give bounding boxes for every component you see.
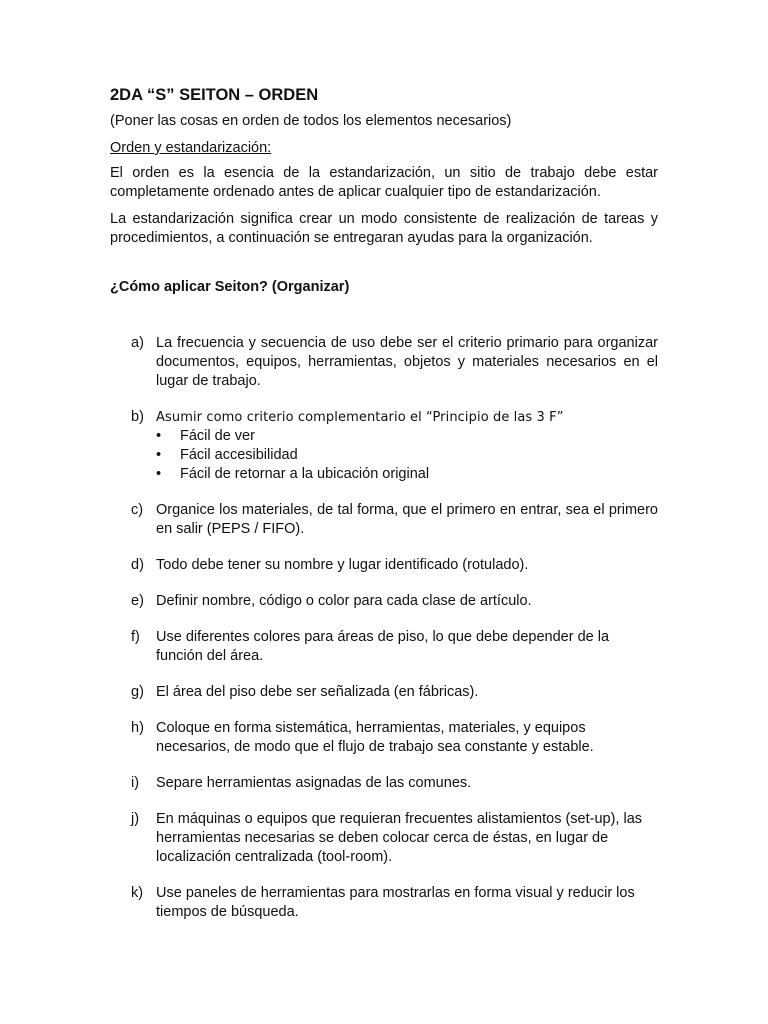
list-item-k bbox=[110, 884, 658, 922]
list-item-g bbox=[110, 683, 658, 702]
list-marker: e) bbox=[131, 593, 144, 609]
list-marker: j) bbox=[131, 811, 140, 827]
list-item-j bbox=[110, 810, 658, 867]
list-item-text: Separe herramientas asignadas de las comunes. bbox=[156, 775, 472, 791]
bullet-icon: • bbox=[156, 447, 162, 463]
list-marker: a) bbox=[131, 335, 144, 351]
list-item-a bbox=[110, 334, 658, 391]
list-item-text: Todo debe tener su nombre y lugar identificado (rotulado). bbox=[156, 557, 529, 573]
list-item-text: En máquinas o equipos que requieran frecuentes alistamientos (set-up), las herramientas necesarias se deben colocar cerca de éstas, en lugar de localización centralizada (tool-room). bbox=[156, 811, 643, 865]
list-marker: c) bbox=[131, 502, 144, 518]
list-item-i bbox=[110, 774, 658, 793]
bullet-item bbox=[156, 427, 658, 446]
bullet-text: Fácil accesibilidad bbox=[180, 447, 298, 463]
list-item-text: El área del piso debe ser señalizada (en fábricas). bbox=[156, 684, 479, 700]
list-item-d bbox=[110, 556, 658, 575]
bullet-item bbox=[156, 446, 658, 465]
bullet-text: Fácil de retornar a la ubicación original bbox=[180, 466, 430, 482]
list-marker: k) bbox=[131, 885, 144, 901]
list-item-c bbox=[110, 501, 658, 539]
list-item-text: Organice los materiales, de tal forma, que el primero en entrar, sea el primero en salir (PEPS / FIFO). bbox=[156, 502, 658, 537]
list-item-text: Definir nombre, código o color para cada clase de artículo. bbox=[156, 593, 532, 609]
list-item-text: Coloque en forma sistemática, herramientas, materiales, y equipos necesarios, de modo que el flujo de trabajo sea constante y estable. bbox=[156, 720, 594, 755]
document-content bbox=[110, 84, 658, 939]
criteria-list bbox=[110, 334, 658, 922]
paragraph-2: La estandarización significa crear un modo consistente de realización de tareas y procedimientos, a continuación se entregaran ayudas para la organización. bbox=[110, 211, 658, 246]
section-title: ¿Cómo aplicar Seiton? (Organizar) bbox=[110, 279, 350, 295]
list-marker: f) bbox=[131, 629, 140, 645]
list-item-f bbox=[110, 628, 658, 666]
list-item-text: Asumir como criterio complementario el “Principio de las 3 F” bbox=[156, 410, 564, 425]
bullet-list bbox=[156, 427, 658, 484]
bullet-text: Fácil de ver bbox=[180, 428, 255, 444]
list-item-text: La frecuencia y secuencia de uso debe ser el criterio primario para organizar documentos, equipos, herramientas, objetos y materiales necesarios en el lugar de trabajo. bbox=[156, 335, 658, 389]
list-marker: b) bbox=[131, 409, 144, 425]
list-item-b bbox=[110, 408, 658, 484]
list-marker: i) bbox=[131, 775, 140, 791]
bullet-icon: • bbox=[156, 428, 162, 444]
list-marker: g) bbox=[131, 684, 144, 700]
list-item-h bbox=[110, 719, 658, 757]
list-marker: d) bbox=[131, 557, 144, 573]
paragraph-1: El orden es la esencia de la estandarización, un sitio de trabajo debe estar completamente ordenado antes de aplicar cualquier tipo de estandarización. bbox=[110, 165, 658, 200]
list-item-e bbox=[110, 592, 658, 611]
section-heading: Orden y estandarización: bbox=[110, 140, 272, 156]
list-item-text: Use diferentes colores para áreas de piso, lo que debe depender de la función del área. bbox=[156, 629, 610, 664]
bullet-item bbox=[156, 465, 658, 484]
list-item-text: Use paneles de herramientas para mostrarlas en forma visual y reducir los tiempos de búsqueda. bbox=[156, 885, 635, 920]
bullet-icon: • bbox=[156, 466, 162, 482]
subtitle: (Poner las cosas en orden de todos los elementos necesarios) bbox=[110, 113, 512, 129]
list-marker: h) bbox=[131, 720, 144, 736]
page-title: 2DA “S” SEITON – ORDEN bbox=[110, 86, 319, 104]
